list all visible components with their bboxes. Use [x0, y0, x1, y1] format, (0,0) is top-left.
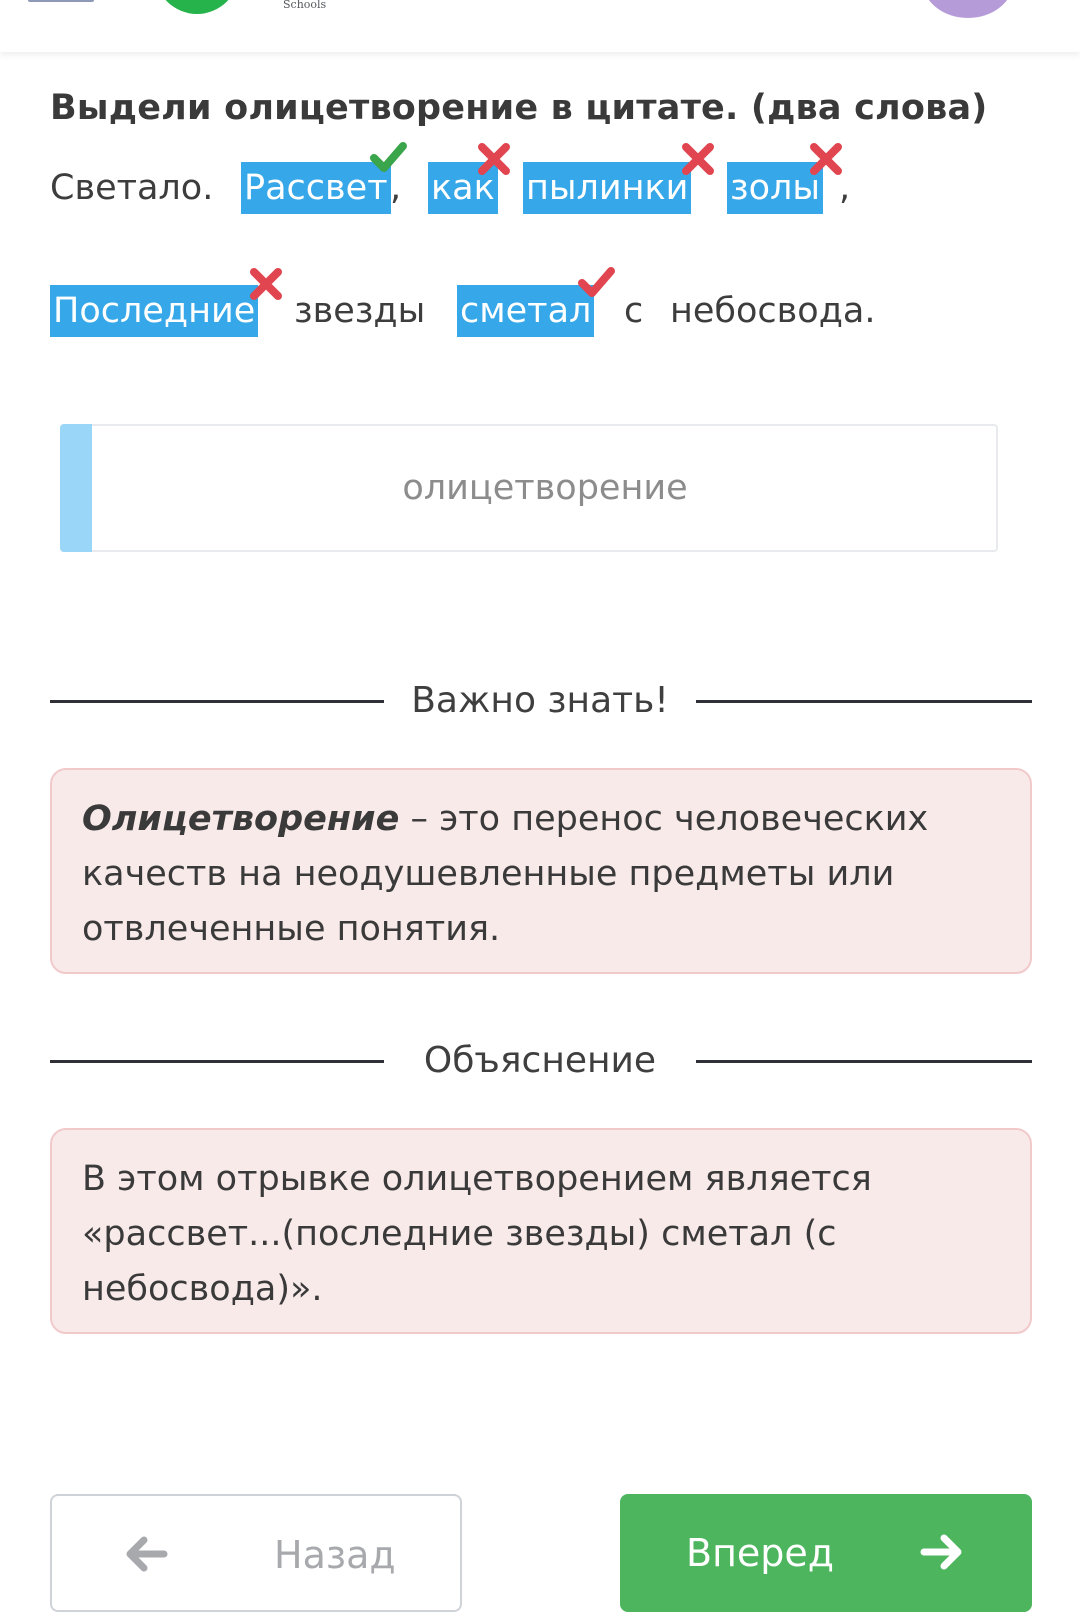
explanation-card	[50, 1128, 1032, 1334]
punctuation: ,	[390, 168, 402, 208]
menu-icon[interactable]	[28, 0, 94, 2]
logo-icon	[155, 0, 239, 14]
punctuation: ,	[839, 168, 851, 208]
arrow-right-icon	[920, 1532, 964, 1572]
check-icon	[576, 262, 616, 302]
divider-line	[50, 1060, 384, 1063]
divider-line	[696, 1060, 1032, 1063]
word-token[interactable]: звезды	[294, 291, 426, 331]
word-token[interactable]: Светало.	[50, 168, 214, 208]
question-title: Выдели олицетворение в цитате. (два слова)	[50, 88, 988, 128]
logo-caption: Schools	[283, 0, 327, 11]
next-button-label: Вперед	[686, 1531, 835, 1575]
arrow-left-icon	[124, 1534, 168, 1574]
section-heading-important: Важно знать!	[411, 680, 669, 721]
back-button-label: Назад	[274, 1533, 396, 1577]
word-token-selected[interactable]: золы	[727, 162, 823, 214]
answer-accent-bar	[60, 424, 92, 552]
word-token-selected[interactable]: как	[428, 162, 498, 214]
word-token-selected[interactable]: Рассвет	[241, 162, 391, 214]
back-button[interactable]	[50, 1494, 462, 1612]
check-icon	[368, 137, 408, 177]
word-token[interactable]: с	[624, 291, 644, 331]
word-token-selected[interactable]: пылинки	[523, 162, 691, 214]
divider-line	[50, 700, 384, 703]
definition-term: Олицетворение	[82, 799, 400, 839]
cross-icon	[678, 139, 718, 179]
section-heading-explanation: Объяснение	[423, 1040, 657, 1081]
divider-line	[696, 700, 1032, 703]
word-token-selected[interactable]: сметал	[457, 285, 594, 337]
avatar[interactable]	[922, 0, 1014, 18]
cross-icon	[474, 139, 514, 179]
cross-icon	[246, 264, 286, 304]
explanation-text: В этом отрывке олицетворением является «рассвет...(последние звезды) сметал (с небосвода)».	[82, 1159, 872, 1309]
word-token-selected[interactable]: Последние	[50, 285, 258, 337]
definition-card	[50, 768, 1032, 974]
word-token[interactable]: небосвода.	[670, 291, 876, 331]
answer-value: олицетворение	[402, 468, 688, 508]
top-bar	[0, 0, 1080, 52]
cross-icon	[806, 139, 846, 179]
next-button[interactable]	[620, 1494, 1032, 1612]
definition-text: – это перенос человеческих качеств на неодушевленные предметы или отвлеченные понятия.	[82, 799, 929, 949]
